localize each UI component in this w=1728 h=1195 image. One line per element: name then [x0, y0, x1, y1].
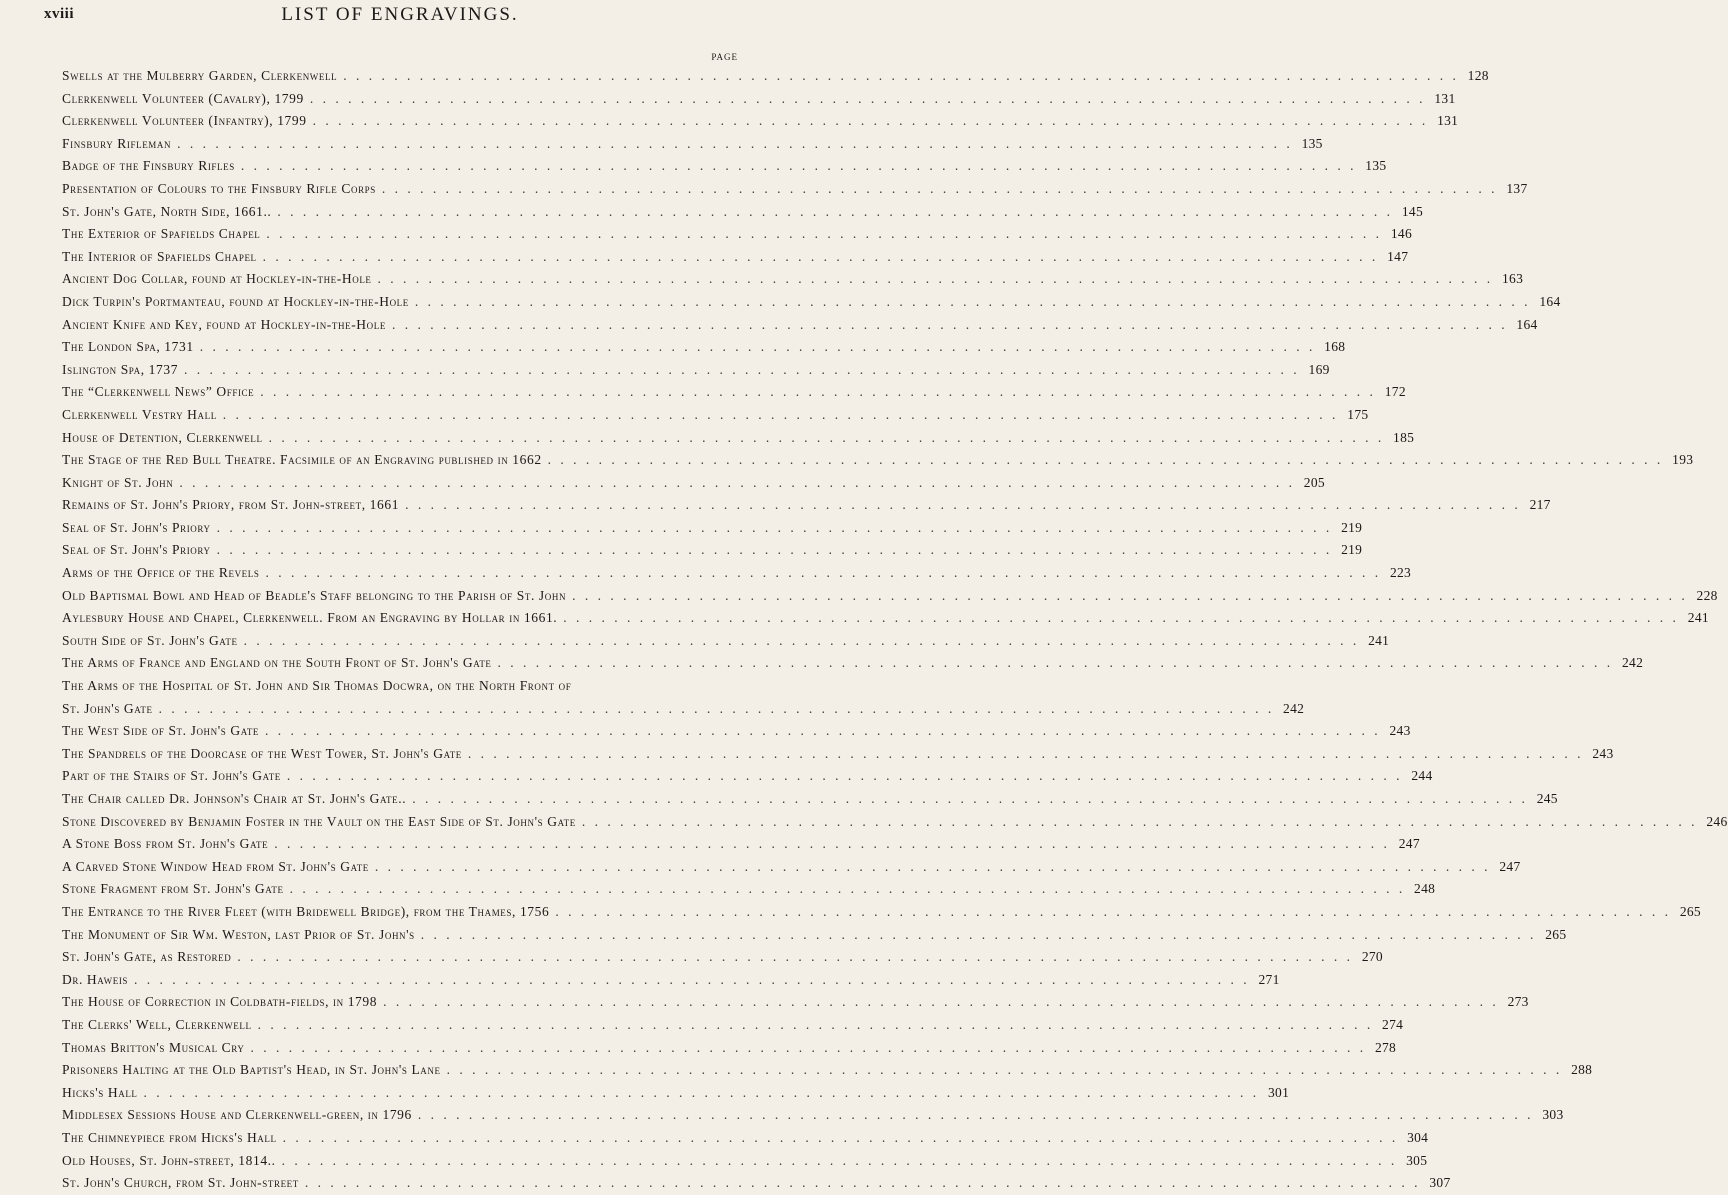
entry-title: Prisoners Halting at the Old Baptist's Head, in St. John's Lane — [62, 1062, 441, 1078]
entry-page-number: 242 — [1283, 700, 1305, 716]
entry-title: The Arms of France and England on the South Front of St. John's Gate — [62, 655, 492, 671]
list-item — [62, 946, 1383, 969]
list-item — [62, 472, 1325, 495]
list-item — [62, 223, 1413, 246]
list-item — [62, 991, 1529, 1014]
list-item — [62, 201, 1424, 224]
list-item — [62, 562, 1412, 585]
page-title: LIST OF ENGRAVINGS. — [281, 4, 519, 25]
entry-title: Islington Spa, 1737 — [62, 361, 179, 377]
entry-title: The Arms of the Hospital of St. John and Sir Thomas Docwra, on the North Front of — [62, 678, 572, 694]
list-item — [62, 675, 738, 698]
entry-title: St. John's Gate, North Side, 1661.. — [62, 203, 272, 219]
entry-page-number: 145 — [1401, 203, 1424, 219]
list-item — [62, 246, 1409, 269]
entry-title: St. John's Church, from St. John-street — [62, 1175, 299, 1191]
list-item — [62, 65, 1489, 88]
entry-title: The Interior of Spafields Chapel — [62, 248, 257, 264]
entry-title: Hicks's Hall — [62, 1084, 138, 1100]
entry-page-number: 147 — [1387, 248, 1409, 264]
list-item — [62, 133, 1323, 156]
dot-leader — [412, 1104, 1540, 1127]
list-item — [62, 178, 1528, 201]
list-item — [62, 878, 1436, 901]
list-item — [62, 359, 1330, 382]
entry-page-number: 247 — [1398, 836, 1420, 852]
entry-title: St. John's Gate — [62, 700, 153, 716]
entry-title: Old Houses, St. John-street, 1814.. — [62, 1152, 276, 1168]
entry-page-number: 270 — [1361, 949, 1383, 965]
entry-page-number: 131 — [1437, 113, 1459, 129]
list-item — [62, 901, 1701, 924]
entry-page-number: 164 — [1516, 316, 1538, 332]
list-item — [62, 585, 1718, 608]
entry-page-number: 248 — [1414, 881, 1436, 897]
entry-page-number: 307 — [1429, 1175, 1451, 1191]
entry-title: The West Side of St. John's Gate — [62, 723, 260, 739]
entry-page-number: 245 — [1536, 791, 1558, 806]
entry-page-number: 247 — [1499, 858, 1521, 874]
list-item — [62, 155, 1387, 178]
entry-title: Presentation of Colours to the Finsbury Rifle Corps — [62, 180, 376, 196]
entry-page-number: 228 — [1696, 587, 1718, 603]
entry-title: Part of the Stairs of St. John's Gate — [62, 768, 281, 784]
dot-leader — [542, 449, 1670, 472]
dot-leader — [372, 268, 1500, 291]
list-item — [62, 969, 1280, 992]
entry-title: The Spandrels of the Doorcase of the West Tower, St. John's Gate — [62, 745, 462, 761]
list-item — [62, 1172, 1451, 1195]
entry-title: The Entrance to the River Fleet (with Bridewell Bridge), from the Thames, 1756 — [62, 903, 550, 919]
entry-page-number: 303 — [1542, 1107, 1564, 1123]
entry-page-number: 175 — [1347, 406, 1369, 422]
list-item — [62, 811, 1728, 834]
dot-leader — [235, 155, 1363, 178]
entry-title: Finsbury Rifleman — [62, 135, 172, 151]
entry-page-number: 271 — [1258, 971, 1280, 987]
dot-leader — [304, 88, 1432, 111]
list-item — [62, 336, 1346, 359]
dot-leader — [259, 720, 1387, 743]
entry-page-number: 131 — [1434, 90, 1456, 106]
entry-page-number: 163 — [1501, 271, 1524, 287]
dot-leader — [276, 1150, 1404, 1173]
list-item — [62, 314, 1538, 337]
entry-title: Stone Discovered by Benjamin Foster in the Vault on the East Side of St. John's Gate — [62, 813, 576, 829]
entry-title: Clerkenwell Volunteer (Cavalry), 1799 — [62, 90, 304, 106]
entry-title: St. John's Gate, as Restored — [62, 949, 232, 965]
entry-page-number: 164 — [1539, 293, 1561, 309]
entry-title: The Monument of Sir Wm. Weston, last Prior of St. John's — [62, 926, 415, 942]
dot-leader — [260, 223, 1388, 246]
engravings-list — [62, 65, 1728, 1195]
entry-title: South Side of St. John's Gate — [62, 632, 238, 648]
dot-leader — [271, 201, 1399, 224]
dot-leader — [376, 178, 1504, 201]
dot-leader — [194, 336, 1322, 359]
entry-page-number: 146 — [1390, 226, 1413, 242]
entry-title: The Clerks' Well, Clerkenwell — [62, 1016, 252, 1032]
dot-leader — [231, 946, 1359, 969]
dot-leader — [138, 1082, 1266, 1105]
entry-page-number: 265 — [1679, 903, 1701, 919]
entry-title: Thomas Britton's Musical Cry — [62, 1039, 245, 1055]
dot-leader — [462, 743, 1590, 766]
list-item — [62, 833, 1420, 856]
list-item — [62, 1150, 1428, 1173]
list-item — [62, 110, 1459, 133]
dot-leader — [238, 630, 1366, 653]
list-item — [62, 765, 1433, 788]
entry-title: A Stone Boss from St. John's Gate — [62, 836, 269, 852]
dot-leader — [369, 856, 1497, 879]
entry-page-number: 243 — [1592, 745, 1614, 761]
dot-leader — [263, 427, 1391, 450]
list-item — [62, 1127, 1429, 1150]
list-item — [62, 788, 1558, 811]
list-item — [62, 924, 1567, 947]
entry-title: Middlesex Sessions House and Clerkenwell-green, in 1796 — [62, 1107, 412, 1123]
entry-title: Badge of the Finsbury Rifles — [62, 158, 235, 174]
entry-page-number: 137 — [1506, 180, 1528, 196]
dot-leader — [415, 924, 1543, 947]
list-item — [62, 1104, 1564, 1127]
list-item — [62, 698, 1305, 721]
entry-title: Seal of St. John's Priory — [62, 542, 211, 558]
entry-page-number: 288 — [1571, 1062, 1593, 1078]
page-number: xviii — [44, 6, 75, 22]
entry-page-number: 305 — [1406, 1152, 1428, 1168]
entry-page-number: 244 — [1411, 768, 1433, 784]
dot-leader — [409, 291, 1537, 314]
entry-title: A Carved Stone Window Head from St. John's Gate — [62, 858, 369, 874]
dot-leader — [244, 1037, 1372, 1060]
entry-page-number: 243 — [1389, 723, 1411, 739]
dot-leader — [257, 246, 1385, 269]
dot-leader — [377, 991, 1505, 1014]
entry-title: Dr. Haweis — [62, 971, 129, 987]
entry-page-number: 273 — [1507, 994, 1529, 1010]
list-item — [62, 652, 1644, 675]
dot-leader — [211, 517, 1339, 540]
list-item — [62, 381, 1406, 404]
list-item — [62, 1082, 1290, 1105]
entry-page-number: 168 — [1324, 339, 1346, 355]
entry-page-number: 205 — [1303, 474, 1325, 490]
dot-leader — [576, 811, 1704, 834]
entry-page-number: 241 — [1368, 632, 1390, 648]
entry-page-number: 274 — [1382, 1016, 1404, 1032]
entry-page-number: 241 — [1687, 610, 1709, 626]
entry-title: The London Spa, 1731 — [62, 339, 194, 355]
entry-title: Remains of St. John's Priory, from St. John-street, 1661 — [62, 497, 400, 513]
entry-page-number: 135 — [1365, 158, 1387, 174]
dot-leader — [284, 878, 1412, 901]
dot-leader — [299, 1172, 1427, 1195]
dot-leader — [128, 969, 1256, 992]
entry-page-number: 172 — [1384, 384, 1406, 400]
entry-page-number: 185 — [1393, 429, 1415, 445]
dot-leader — [337, 65, 1465, 88]
list-item — [62, 517, 1363, 540]
entry-title: Clerkenwell Volunteer (Infantry), 1799 — [62, 113, 307, 129]
list-item — [62, 268, 1524, 291]
dot-leader — [386, 314, 1514, 337]
entry-title: The Chimneypiece from Hicks's Hall — [62, 1129, 277, 1145]
entry-page-number: 128 — [1467, 68, 1489, 83]
entry-page-number: 265 — [1545, 926, 1567, 942]
list-item — [62, 856, 1521, 879]
list-item — [62, 720, 1411, 743]
entry-title: Ancient Dog Collar, found at Hockley-in-the-Hole — [62, 271, 372, 287]
list-item — [62, 404, 1369, 427]
entry-title: The House of Correction in Coldbath-fields, in 1798 — [62, 994, 378, 1010]
entry-title: Aylesbury House and Chapel, Clerkenwell. From an Engraving by Hollar in 1661. — [62, 610, 558, 626]
entry-title: Seal of St. John's Priory — [62, 519, 211, 535]
entry-page-number: 278 — [1374, 1039, 1397, 1055]
dot-leader — [307, 110, 1435, 133]
entry-title: Clerkenwell Vestry Hall — [62, 406, 217, 422]
dot-leader — [171, 133, 1299, 156]
entry-title: Stone Fragment from St. John's Gate — [62, 881, 284, 897]
list-item — [62, 88, 1456, 111]
dot-leader — [178, 359, 1306, 382]
dot-leader — [549, 901, 1677, 924]
page-column-label: PAGE — [711, 52, 738, 62]
dot-leader — [557, 607, 1685, 630]
list-item — [62, 449, 1694, 472]
dot-leader — [277, 1127, 1405, 1150]
list-item — [62, 539, 1363, 562]
dot-leader — [281, 765, 1409, 788]
list-item — [62, 291, 1561, 314]
entry-title: Knight of St. John — [62, 474, 174, 490]
entry-page-number: 304 — [1407, 1129, 1429, 1145]
entry-title: The Exterior of Spafields Chapel — [62, 226, 261, 242]
list-item — [62, 1014, 1404, 1037]
list-item — [62, 494, 1551, 517]
dot-leader — [252, 1014, 1380, 1037]
list-item — [62, 743, 1614, 766]
entry-title: Dick Turpin's Portmanteau, found at Hockley-in-the-Hole — [62, 293, 409, 309]
entry-page-number: 301 — [1267, 1084, 1290, 1100]
dot-leader — [153, 698, 1281, 721]
entry-page-number: 242 — [1621, 655, 1644, 671]
list-item — [62, 1059, 1593, 1082]
entry-page-number: 219 — [1341, 542, 1363, 558]
dot-leader — [254, 381, 1382, 404]
entry-page-number: 219 — [1341, 519, 1363, 535]
dot-leader — [492, 652, 1620, 675]
entry-page-number: 169 — [1308, 361, 1330, 377]
entry-title: Swells at the Mulberry Garden, Clerkenwell — [62, 68, 338, 83]
entry-page-number: 223 — [1389, 565, 1412, 581]
dot-leader — [566, 585, 1694, 608]
entry-title: The Chair called Dr. Johnson's Chair at St. John's Gate.. — [62, 791, 407, 806]
dot-leader — [211, 539, 1339, 562]
entry-title: Arms of the Office of the Revels — [62, 565, 260, 581]
entry-page-number: 246 — [1706, 813, 1728, 829]
list-item — [62, 1037, 1397, 1060]
dot-leader — [268, 833, 1396, 856]
entry-page-number: 135 — [1301, 135, 1323, 151]
entry-title: The Stage of the Red Bull Theatre. Facsimile of an Engraving published in 1662 — [62, 452, 542, 468]
entry-title: The “Clerkenwell News” Office — [62, 384, 255, 400]
list-item — [62, 630, 1390, 653]
entry-title: House of Detention, Clerkenwell — [62, 429, 263, 445]
entry-title: Old Baptismal Bowl and Head of Beadle's Staff belonging to the Parish of St. John — [62, 587, 567, 603]
dot-leader — [217, 404, 1345, 427]
entry-page-number: 193 — [1672, 452, 1694, 468]
entry-page-number: 217 — [1529, 497, 1551, 513]
dot-leader — [173, 472, 1301, 495]
page-header — [40, 4, 760, 34]
dot-leader — [399, 494, 1527, 517]
entry-title: Ancient Knife and Key, found at Hockley-in-the-Hole — [62, 316, 386, 332]
dot-leader — [259, 562, 1387, 585]
dot-leader — [406, 788, 1534, 811]
list-item — [62, 427, 1415, 450]
list-item — [62, 607, 1709, 630]
dot-leader — [441, 1059, 1569, 1082]
